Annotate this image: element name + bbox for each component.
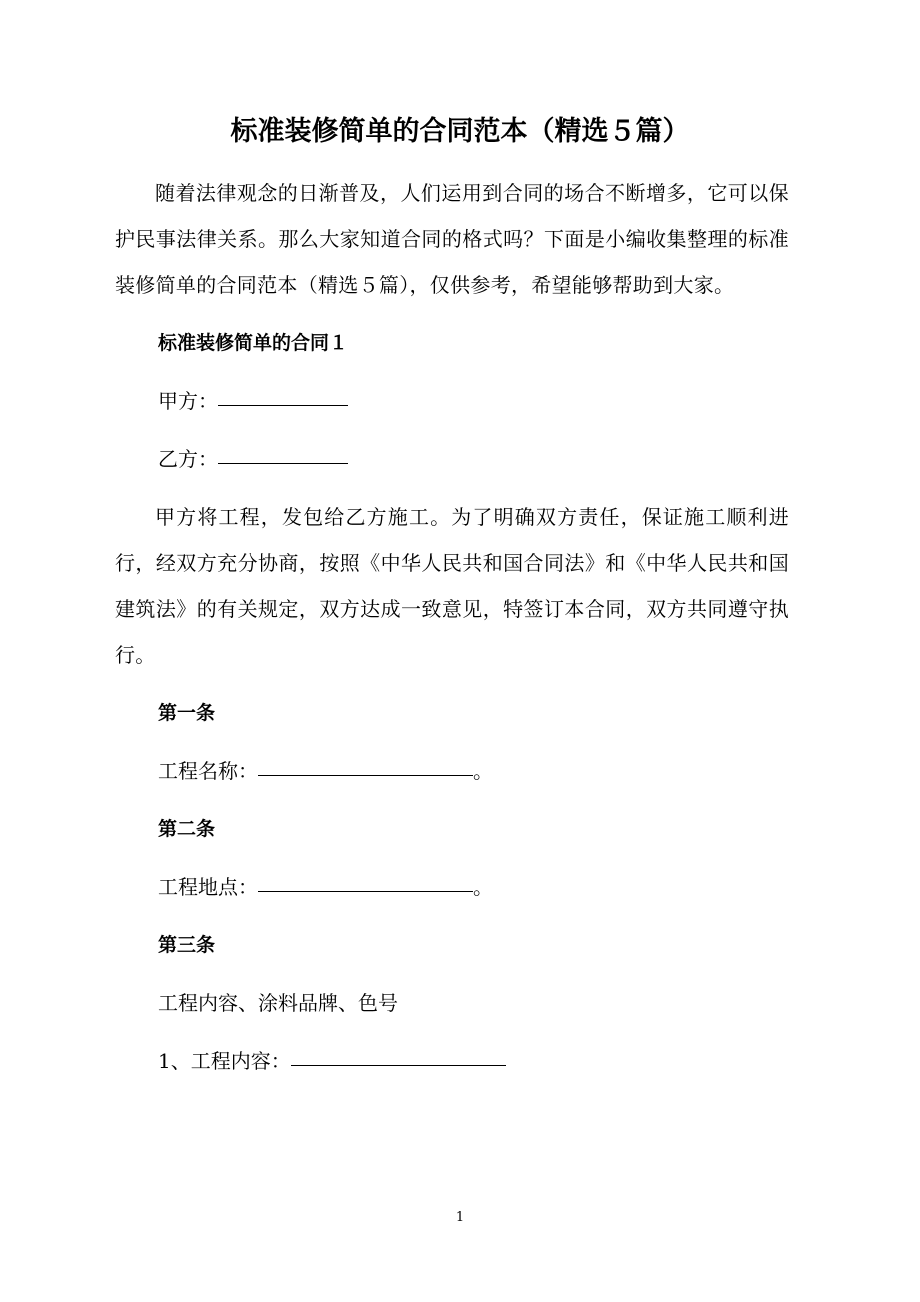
document-title: 标准装修简单的合同范本（精选５篇） [230,116,690,147]
article-2-heading: 第二条 [158,818,216,840]
intro-paragraph: 随着法律观念的日渐普及，人们运用到合同的场合不断增多，它可以保护民事法律关系。那么大家知道合同的格式吗？下面是小编收集整理的标准装修简单的合同范本（精选５篇），仅供参考，希望能够帮助到大家。 [115,181,789,297]
party-a-label: 甲方： [158,389,218,413]
party-b-label: 乙方： [158,447,218,471]
project-location-label: 工程地点： [158,875,258,899]
party-a-blank [218,381,348,406]
article-1-heading: 第一条 [158,702,216,724]
project-name-label: 工程名称： [158,759,258,783]
project-content-blank [291,1041,506,1066]
party-a-line [115,378,789,424]
project-location-end: 。 [473,875,493,899]
document-body [115,170,789,1084]
project-location-blank [258,867,473,892]
project-content-label: 1、工程内容： [158,1049,291,1073]
party-b-line [115,436,789,482]
project-name-end: 。 [473,759,493,783]
project-location-line [115,864,789,910]
project-name-line [115,748,789,794]
party-b-blank [218,439,348,464]
contract-heading: 标准装修简单的合同１ [158,332,349,354]
project-name-blank [258,751,473,776]
preamble-paragraph: 甲方将工程，发包给乙方施工。为了明确双方责任，保证施工顺利进行，经双方充分协商，按照《中华人民共和国合同法》和《中华人民共和国建筑法》的有关规定，双方达成一致意见，特签订本合同，双方共同遵守执行。 [115,505,789,667]
article-3-subtitle: 工程内容、涂料品牌、色号 [158,991,398,1015]
page-number: 1 [455,1210,465,1225]
project-content-line [115,1038,789,1084]
article-3-heading: 第三条 [158,934,216,956]
